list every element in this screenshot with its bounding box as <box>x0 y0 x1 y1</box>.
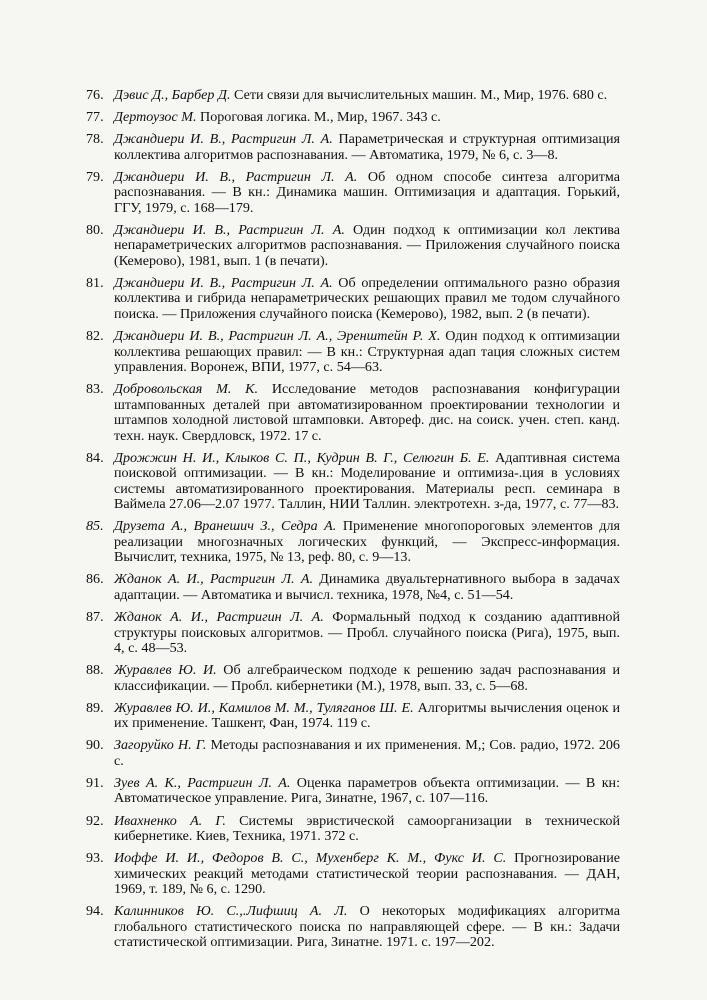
reference-text: Об алгебраическом подходе к решению задач распознавания и классификации. — Пробл. кибернетики (М.), 1978, вып. 33, с. 5—68. <box>114 662 620 694</box>
reference-item <box>86 738 620 769</box>
reference-item <box>86 276 620 323</box>
reference-authors: Иоффе И. И., Федоров В. С., Мухенберг К. М., Фукс И. С. <box>114 850 507 867</box>
reference-authors: Джандиери И. В., Растригин Л. А. <box>114 221 345 238</box>
reference-text: Системы эвристической самоорганизации в технической кибернетике. Киев, Техника, 1971. 372 с. <box>114 812 620 844</box>
reference-text: Об одном способе синтеза алгоритма распознавания. — В кн.: Динамика машин. Оптимизация и адаптация. Горький, ГГУ, 1979, с. 168—179. <box>114 168 620 216</box>
reference-text: Один подход к оптимизации коллектива решающих правил: — В кн.: Структурная адап тация сложных систем управления. Воронеж, ВПИ, 1977, с. 54—63. <box>114 328 620 376</box>
reference-item <box>86 329 620 376</box>
reference-authors: Джандиери И. В., Растригин Л. А., Эренштейн Р. X. <box>114 328 441 345</box>
reference-text: Пороговая логика. М., Мир, 1967. 343 с. <box>196 109 441 126</box>
reference-authors: Зуев А. К., Растригин Л. А. <box>114 774 291 791</box>
reference-authors: Журавлев Ю. И. <box>114 662 217 679</box>
reference-text: Применение многопороговых элементов для реализации многозначных логических функций, — Экспресс-информация. Вычислит, техника, 1975, № 13, реф. 80, с. 9—13. <box>114 518 620 566</box>
reference-number: 87. <box>86 609 104 626</box>
reference-number: 84. <box>86 449 104 466</box>
reference-text: О некоторых модификациях алгоритма глобального статистического поиска по направляющей сфере. — В кн.: Задачи статистической оптимизации. Рига, Зинатне. 1971. с. 197—202. <box>114 903 620 951</box>
reference-list <box>86 88 620 957</box>
reference-authors: Друзета А., Вранешич З., Седра А. <box>114 518 337 535</box>
reference-item <box>86 776 620 807</box>
reference-item <box>86 851 620 898</box>
reference-number: 90. <box>86 737 104 754</box>
reference-item <box>86 88 620 104</box>
reference-authors: Джандиери И. В., Растригин Л. А. <box>114 131 333 148</box>
reference-number: 78. <box>86 131 104 148</box>
reference-text: Параметрическая и структурная оптимизация коллектива алгоритмов распознавания. — Автоматика, 1979, № 6, с. 3—8. <box>114 131 620 163</box>
reference-number: 88. <box>86 662 104 679</box>
reference-item <box>86 519 620 566</box>
reference-text: Исследование методов распознавания конфигурации штампованных деталей при автоматизированном проектировании технологии и штампов холодной листовой штамповки. Автореф. дис. на соиск. учен. степ. канд. техн. наук. Свердловск, 1972. 17 с. <box>114 381 620 444</box>
reference-authors: Жданок А. И., Растригин Л. А. <box>114 609 324 626</box>
reference-authors: Дертоузос М. <box>114 109 197 126</box>
reference-number: 92. <box>86 812 104 829</box>
reference-text: Алгоритмы вычисления оценок и их применение. Ташкент, Фан, 1974. 119 с. <box>114 699 620 732</box>
reference-text: Сети связи для вычислительных машин. М., Мир, 1976. 680 с. <box>230 87 608 103</box>
reference-number: 83. <box>86 381 104 398</box>
reference-number: 93. <box>86 850 104 867</box>
reference-item <box>86 814 620 845</box>
reference-number: 79. <box>86 168 104 185</box>
reference-number: 86. <box>86 571 104 588</box>
reference-number: 82. <box>86 328 104 345</box>
reference-text: Прогнозирование химических реакций методами статистической теории распознавания. — ДАН, 1969, т. 189, № 6, с. 1290. <box>114 850 620 898</box>
reference-item <box>86 904 620 951</box>
reference-number: 94. <box>86 903 104 920</box>
reference-text: Один подход к оптимизации кол лектива непараметрических алгоритмов распознавания. — Приложения случайного поиска (Кемерово), 1981, вып. 1 (в печати). <box>114 221 620 269</box>
reference-item <box>86 572 620 603</box>
reference-item <box>86 701 620 732</box>
reference-authors: Загоруйко Н. Г. <box>114 737 207 754</box>
reference-authors: Журавлев Ю. И., Камилов М. М., Туляганов Ш. Е. <box>114 699 414 716</box>
reference-authors: Калинников Ю. С.,.Лифшиц А. Л. <box>114 903 348 920</box>
reference-authors: Джандиери И. В., Растригин Л. А. <box>114 168 358 185</box>
reference-authors: Дэвис Д., Барбер Д. <box>114 87 231 103</box>
reference-number: 80. <box>86 221 104 238</box>
reference-authors: Дрожжин Н. И., Клыков С. П., Кудрин В. Г., Селюгин Б. Е. <box>114 449 490 466</box>
reference-number: 91. <box>86 774 104 791</box>
reference-text: Методы распознавания и их применения. М,; Сов. радио, 1972. 206 с. <box>114 737 620 769</box>
reference-number: 89. <box>86 699 104 716</box>
reference-number: 77. <box>86 109 104 126</box>
reference-text: Динамика двуальтернативного выбора в задачах адаптации. — Автоматика и вычисл. техника, 1978, №4, с. 51—54. <box>114 571 621 603</box>
reference-authors: Добровольская М. К. <box>114 381 259 398</box>
reference-item <box>86 110 620 126</box>
reference-item <box>86 223 620 270</box>
reference-item <box>86 382 620 444</box>
reference-number: 85. <box>86 518 104 535</box>
reference-item <box>86 451 620 513</box>
reference-item <box>86 132 620 163</box>
reference-number: 81. <box>86 274 104 291</box>
reference-text: Об определении оптимального разно образия коллектива и гибрида непараметрических решающих правил ме тодом случайного поиска. — Приложения случайного поиска (Кемерово), 1982, вып. 2 (в печати). <box>114 274 620 322</box>
reference-authors: Жданок А. И., Растригин Л. А. <box>114 571 313 588</box>
reference-text: Формальный подход к созданию адаптивной структуры поисковых алгоритмов. — Пробл. случайного поиска (Рига), 1975, вып. 4, с. 48—53. <box>114 609 620 657</box>
reference-item <box>86 663 620 694</box>
reference-text: Оценка параметров объекта оптимизации. — В кн: Автоматическое управление. Рига, Зинатне, 1967, с. 107—116. <box>114 774 621 807</box>
reference-text: Адаптивная система поисковой оптимизации. — В кн.: Моделирование и оптимиза-.ция в условиях системы автоматизированного проектирования. Материалы респ. семинара в Ваймела 27.06—2.07 1977. Таллин, НИИ Таллин. электротехн. з-да, 1977, с. 77—83. <box>114 449 620 513</box>
reference-item <box>86 170 620 217</box>
reference-number: 76. <box>86 87 104 103</box>
reference-authors: Ивахненко А. Г. <box>114 812 226 829</box>
reference-item <box>86 610 620 657</box>
reference-authors: Джандиери И. В., Растригин Л. А. <box>114 274 333 291</box>
